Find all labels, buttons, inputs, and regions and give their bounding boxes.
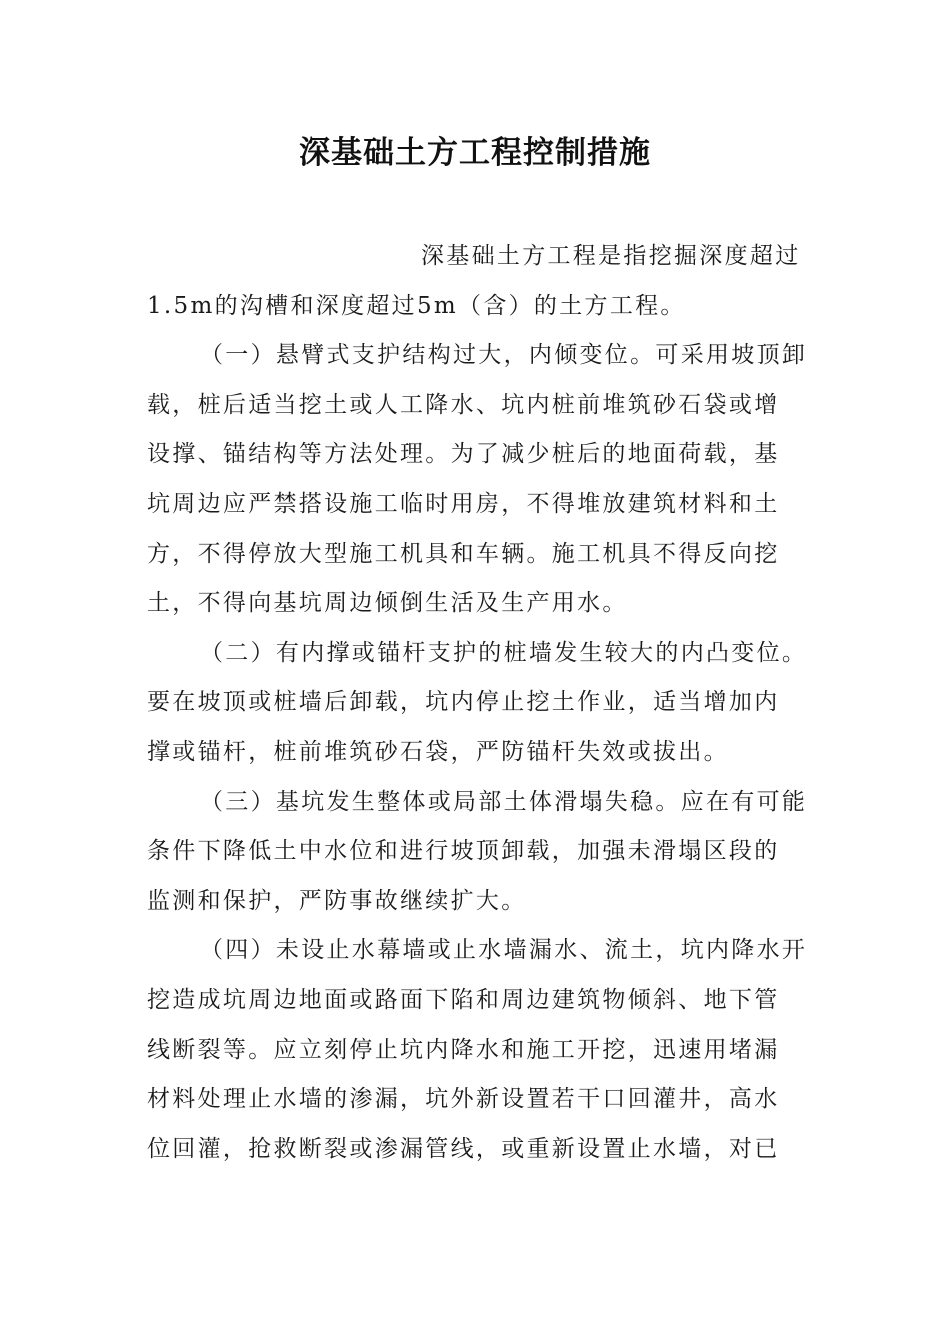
- paragraph-line: 挖造成坑周边地面或路面下陷和周边建筑物倾斜、地下管: [147, 986, 780, 1013]
- paragraph-line: （四）未设止水幕墙或止水墙漏水、流土，坑内降水开: [200, 937, 807, 964]
- paragraph-line: 1.5m的沟槽和深度超过5m（含）的土方工程。: [147, 292, 686, 319]
- paragraph-line: 方，不得停放大型施工机具和车辆。施工机具不得反向挖: [147, 540, 780, 567]
- paragraph-line: 条件下降低土中水位和进行坡顶卸载，加强未滑塌区段的: [147, 838, 780, 865]
- paragraph-line: 监测和保护，严防事故继续扩大。: [147, 887, 527, 914]
- paragraph-line: 位回灌，抢救断裂或渗漏管线，或重新设置止水墙，对已: [147, 1135, 780, 1162]
- paragraph-line: 深基础土方工程是指挖掘深度超过: [421, 243, 801, 269]
- document-title: 深基础土方工程控制措施: [299, 135, 651, 171]
- paragraph-intro: [147, 232, 807, 331]
- paragraph-2: [147, 629, 807, 778]
- paragraph-line: 土，不得向基坑周边倾倒生活及生产用水。: [147, 590, 628, 617]
- paragraph-line: （三）基坑发生整体或局部土体滑塌失稳。应在有可能: [200, 788, 807, 815]
- paragraph-line: 坑周边应严禁搭设施工临时用房，不得堆放建筑材料和土: [147, 490, 780, 517]
- paragraph-1: [147, 331, 807, 629]
- paragraph-line: 要在坡顶或桩墙后卸载，坑内停止挖土作业，适当增加内: [147, 689, 780, 716]
- paragraph-line: 设撑、锚结构等方法处理。为了减少桩后的地面荷载，基: [147, 441, 780, 468]
- paragraph-4: [147, 926, 807, 1174]
- paragraph-line: 载，桩后适当挖土或人工降水、坑内桩前堆筑砂石袋或增: [147, 391, 780, 418]
- paragraph-line: 撑或锚杆，桩前堆筑砂石袋，严防锚杆失效或拔出。: [147, 738, 729, 765]
- paragraph-3: [147, 778, 807, 927]
- paragraph-line: 材料处理止水墙的渗漏，坑外新设置若干口回灌井，高水: [147, 1086, 780, 1113]
- document-body: [147, 232, 807, 1174]
- paragraph-line: （一）悬臂式支护结构过大，内倾变位。可采用坡顶卸: [200, 342, 807, 369]
- paragraph-line: 线断裂等。应立刻停止坑内降水和施工开挖，迅速用堵漏: [147, 1036, 780, 1063]
- paragraph-line: （二）有内撑或锚杆支护的桩墙发生较大的内凸变位。: [200, 639, 807, 666]
